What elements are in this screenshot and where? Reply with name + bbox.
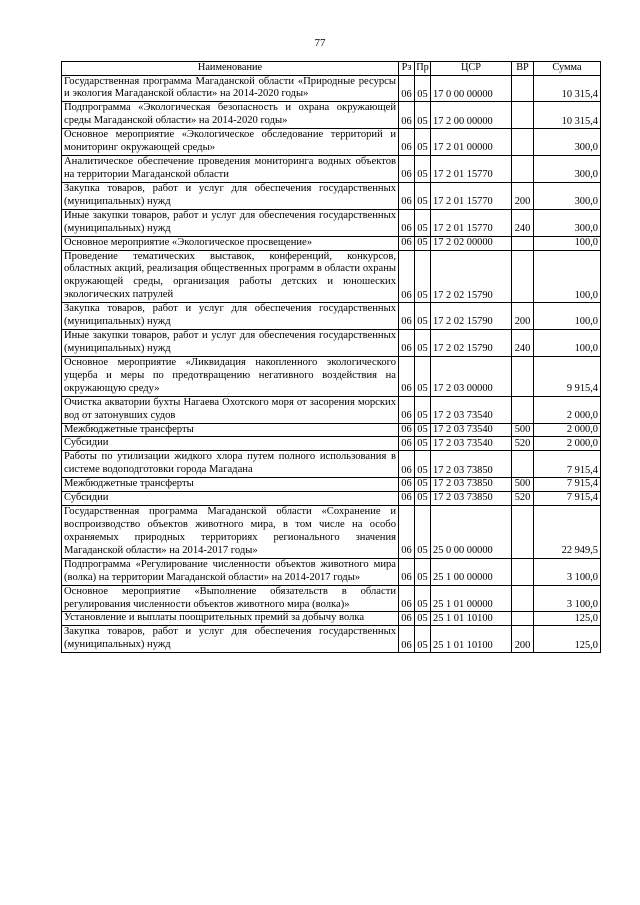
cell-vr: 200 [512, 182, 534, 209]
cell-csr: 17 2 02 15790 [431, 250, 512, 303]
table-row [62, 506, 601, 559]
cell-vr [512, 585, 534, 612]
cell-sum: 9 915,4 [534, 356, 601, 396]
cell-pr: 05 [415, 558, 431, 585]
cell-csr: 17 2 01 15770 [431, 209, 512, 236]
cell-vr [512, 129, 534, 156]
cell-rz: 06 [399, 356, 415, 396]
cell-pr: 05 [415, 612, 431, 626]
cell-name: Подпрограмма «Экологическая безопасность и охрана окружающей среды Магаданской области» на 2014-2020 годы» [62, 102, 399, 129]
cell-csr: 17 2 01 15770 [431, 156, 512, 183]
cell-sum: 125,0 [534, 626, 601, 653]
cell-rz: 06 [399, 478, 415, 492]
table-row [62, 423, 601, 437]
cell-csr: 25 1 00 00000 [431, 558, 512, 585]
cell-vr [512, 75, 534, 102]
cell-csr: 25 1 01 00000 [431, 585, 512, 612]
cell-sum: 2 000,0 [534, 423, 601, 437]
cell-csr: 17 2 00 00000 [431, 102, 512, 129]
table-header-row [62, 62, 601, 76]
cell-vr [512, 156, 534, 183]
cell-pr: 05 [415, 492, 431, 506]
cell-sum: 300,0 [534, 209, 601, 236]
cell-csr: 17 2 01 00000 [431, 129, 512, 156]
cell-pr: 05 [415, 75, 431, 102]
cell-name: Основное мероприятие «Выполнение обязательств в области регулирования численности объектов животного мира (волка)» [62, 585, 399, 612]
page-number: 77 [314, 37, 326, 49]
cell-csr: 17 0 00 00000 [431, 75, 512, 102]
table-row [62, 585, 601, 612]
cell-pr: 05 [415, 626, 431, 653]
cell-name: Закупка товаров, работ и услуг для обеспечения государственных (муниципальных) нужд [62, 182, 399, 209]
cell-sum: 3 100,0 [534, 585, 601, 612]
cell-vr [512, 356, 534, 396]
cell-rz: 06 [399, 236, 415, 250]
cell-rz: 06 [399, 129, 415, 156]
cell-name: Субсидии [62, 437, 399, 451]
cell-sum: 7 915,4 [534, 492, 601, 506]
cell-vr [512, 102, 534, 129]
cell-name: Межбюджетные трансферты [62, 478, 399, 492]
header-vr: ВР [512, 62, 534, 76]
cell-csr: 17 2 03 73540 [431, 437, 512, 451]
cell-rz: 06 [399, 209, 415, 236]
cell-name: Субсидии [62, 492, 399, 506]
table-row [62, 303, 601, 330]
budget-table [61, 61, 601, 653]
cell-rz: 06 [399, 506, 415, 559]
cell-vr: 240 [512, 209, 534, 236]
table-row [62, 250, 601, 303]
cell-rz: 06 [399, 303, 415, 330]
cell-name: Очистка акватории бухты Нагаева Охотского моря от засорения морских вод от затонувших судов [62, 396, 399, 423]
cell-csr: 25 1 01 10100 [431, 612, 512, 626]
cell-pr: 05 [415, 478, 431, 492]
table-row [62, 75, 601, 102]
header-rz: Рз [399, 62, 415, 76]
cell-pr: 05 [415, 209, 431, 236]
cell-pr: 05 [415, 585, 431, 612]
cell-name: Государственная программа Магаданской области «Сохранение и воспроизводство объектов животного мира, в том числе на особо охраняемых природных территориях регионального значения Магаданской области» на 2014-2017 годы» [62, 506, 399, 559]
cell-sum: 10 315,4 [534, 75, 601, 102]
cell-vr [512, 451, 534, 478]
cell-pr: 05 [415, 102, 431, 129]
cell-csr: 17 2 02 00000 [431, 236, 512, 250]
table-row [62, 612, 601, 626]
cell-vr [512, 506, 534, 559]
cell-pr: 05 [415, 182, 431, 209]
cell-pr: 05 [415, 423, 431, 437]
cell-rz: 06 [399, 451, 415, 478]
header-pr: Пр [415, 62, 431, 76]
cell-pr: 05 [415, 156, 431, 183]
cell-vr: 240 [512, 330, 534, 357]
table-row [62, 492, 601, 506]
cell-rz: 06 [399, 330, 415, 357]
cell-vr: 520 [512, 437, 534, 451]
cell-csr: 17 2 03 73540 [431, 423, 512, 437]
table-row [62, 129, 601, 156]
cell-rz: 06 [399, 585, 415, 612]
table-row [62, 182, 601, 209]
cell-csr: 17 2 03 73850 [431, 492, 512, 506]
cell-rz: 06 [399, 75, 415, 102]
cell-sum: 300,0 [534, 129, 601, 156]
cell-sum: 7 915,4 [534, 451, 601, 478]
header-name: Наименование [62, 62, 399, 76]
cell-csr: 17 2 02 15790 [431, 330, 512, 357]
table-body [62, 75, 601, 653]
cell-sum: 2 000,0 [534, 396, 601, 423]
cell-name: Закупка товаров, работ и услуг для обеспечения государственных (муниципальных) нужд [62, 626, 399, 653]
cell-sum: 10 315,4 [534, 102, 601, 129]
cell-pr: 05 [415, 437, 431, 451]
cell-name: Межбюджетные трансферты [62, 423, 399, 437]
cell-csr: 17 2 03 00000 [431, 356, 512, 396]
cell-vr: 200 [512, 626, 534, 653]
cell-vr [512, 612, 534, 626]
cell-rz: 06 [399, 182, 415, 209]
cell-vr [512, 396, 534, 423]
cell-rz: 06 [399, 492, 415, 506]
cell-sum: 125,0 [534, 612, 601, 626]
cell-sum: 100,0 [534, 250, 601, 303]
cell-pr: 05 [415, 356, 431, 396]
cell-name: Иные закупки товаров, работ и услуг для обеспечения государственных (муниципальных) нужд [62, 330, 399, 357]
table-row [62, 102, 601, 129]
table-row [62, 356, 601, 396]
table-row [62, 451, 601, 478]
table-row [62, 626, 601, 653]
cell-vr [512, 250, 534, 303]
cell-name: Подпрограмма «Регулирование численности объектов животного мира (волка) на территории Магаданской области» на 2014-2017 годы» [62, 558, 399, 585]
cell-vr [512, 558, 534, 585]
cell-sum: 100,0 [534, 236, 601, 250]
table-row [62, 156, 601, 183]
cell-pr: 05 [415, 506, 431, 559]
cell-csr: 17 2 01 15770 [431, 182, 512, 209]
cell-rz: 06 [399, 626, 415, 653]
cell-sum: 22 949,5 [534, 506, 601, 559]
cell-csr: 25 1 01 10100 [431, 626, 512, 653]
cell-rz: 06 [399, 423, 415, 437]
cell-pr: 05 [415, 129, 431, 156]
cell-sum: 300,0 [534, 156, 601, 183]
cell-sum: 100,0 [534, 303, 601, 330]
cell-name: Проведение тематических выставок, конференций, конкурсов, областных акций, реализация общественных программ в области охраны окружающей среды, организация работы детских и юношеских экологических патрулей [62, 250, 399, 303]
cell-csr: 17 2 03 73850 [431, 451, 512, 478]
table-row [62, 478, 601, 492]
cell-name: Основное мероприятие «Экологическое обследование территорий и мониторинг окружающей среды» [62, 129, 399, 156]
cell-name: Установление и выплаты поощрительных премий за добычу волка [62, 612, 399, 626]
cell-name: Иные закупки товаров, работ и услуг для обеспечения государственных (муниципальных) нужд [62, 209, 399, 236]
cell-pr: 05 [415, 250, 431, 303]
cell-vr: 520 [512, 492, 534, 506]
cell-vr: 200 [512, 303, 534, 330]
cell-vr [512, 236, 534, 250]
cell-rz: 06 [399, 437, 415, 451]
table-row [62, 236, 601, 250]
cell-name: Основное мероприятие «Экологическое просвещение» [62, 236, 399, 250]
cell-rz: 06 [399, 558, 415, 585]
table-row [62, 558, 601, 585]
cell-csr: 17 2 02 15790 [431, 303, 512, 330]
cell-pr: 05 [415, 236, 431, 250]
cell-pr: 05 [415, 330, 431, 357]
cell-name: Государственная программа Магаданской области «Природные ресурсы и экология Магаданской области» на 2014-2020 годы» [62, 75, 399, 102]
cell-rz: 06 [399, 612, 415, 626]
cell-csr: 17 2 03 73540 [431, 396, 512, 423]
header-csr: ЦСР [431, 62, 512, 76]
cell-sum: 2 000,0 [534, 437, 601, 451]
cell-pr: 05 [415, 451, 431, 478]
cell-sum: 100,0 [534, 330, 601, 357]
table-row [62, 437, 601, 451]
cell-name: Закупка товаров, работ и услуг для обеспечения государственных (муниципальных) нужд [62, 303, 399, 330]
cell-csr: 25 0 00 00000 [431, 506, 512, 559]
cell-vr: 500 [512, 478, 534, 492]
cell-name: Работы по утилизации жидкого хлора путем полного использования в системе водоподготовки города Магадана [62, 451, 399, 478]
cell-sum: 300,0 [534, 182, 601, 209]
cell-vr: 500 [512, 423, 534, 437]
cell-pr: 05 [415, 303, 431, 330]
table-row [62, 330, 601, 357]
header-sum: Сумма [534, 62, 601, 76]
cell-sum: 7 915,4 [534, 478, 601, 492]
cell-rz: 06 [399, 396, 415, 423]
cell-rz: 06 [399, 156, 415, 183]
cell-rz: 06 [399, 102, 415, 129]
cell-csr: 17 2 03 73850 [431, 478, 512, 492]
cell-sum: 3 100,0 [534, 558, 601, 585]
cell-name: Аналитическое обеспечение проведения мониторинга водных объектов на территории Магаданской области [62, 156, 399, 183]
cell-rz: 06 [399, 250, 415, 303]
table-row [62, 209, 601, 236]
table-row [62, 396, 601, 423]
cell-name: Основное мероприятие «Ликвидация накопленного экологического ущерба и меры по предотвращению негативного воздействия на окружающую среду» [62, 356, 399, 396]
cell-pr: 05 [415, 396, 431, 423]
